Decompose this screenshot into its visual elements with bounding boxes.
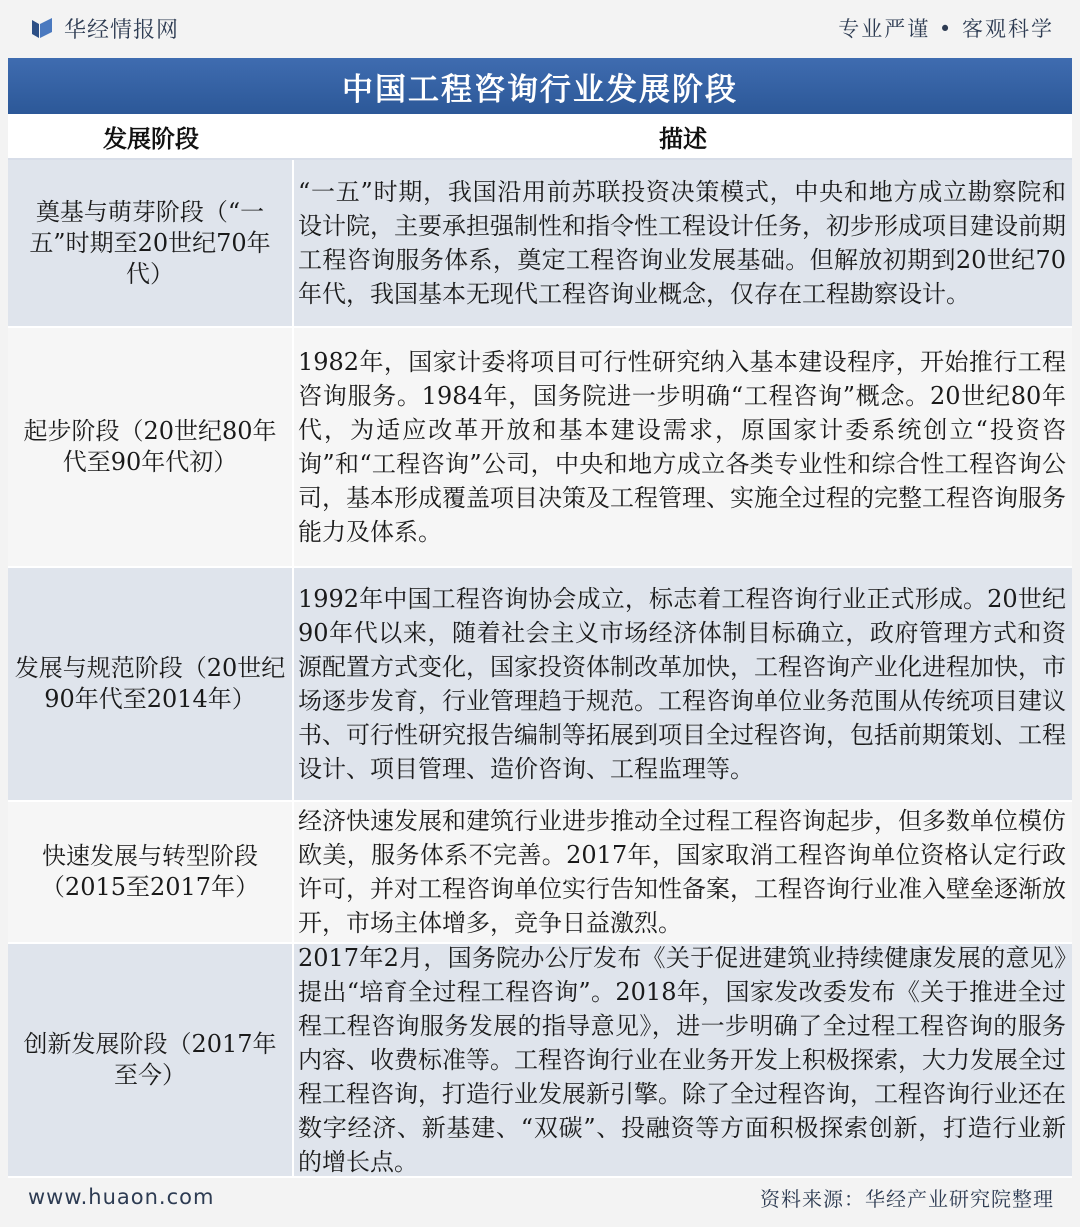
table-row: [8, 328, 1072, 568]
table-row: [8, 568, 1072, 802]
description-cell: 经济快速发展和建筑行业进步推动全过程工程咨询起步，但多数单位模仿欧美，服务体系不完善。2017年，国家取消工程咨询单位资格认定行政许可，并对工程咨询单位实行告知性备案，工程咨询行业准入壁垒逐渐放开，市场主体增多，竞争日益激烈。: [298, 807, 1066, 937]
title-bar: [8, 58, 1072, 114]
page-title: 中国工程咨询行业发展阶段: [342, 71, 738, 108]
brand: [30, 13, 179, 44]
stages-table: [8, 114, 1072, 1178]
stage-cell: 发展与规范阶段（20世纪90年代至2014年）: [8, 568, 294, 800]
huajing-logo-icon: [30, 16, 54, 40]
description-cell: 2017年2月，国务院办公厅发布《关于促进建筑业持续健康发展的意见》提出“培育全过程工程咨询”。2018年，国家发改委发布《关于推进全过程工程咨询服务发展的指导意见》，进一步明确了全过程工程咨询的服务内容、收费标准等。工程咨询行业在业务开发上积极探索，大力发展全过程工程咨询，打造行业发展新引擎。除了全过程咨询，工程咨询行业还在数字经济、新基建、“双碳”、投融资等方面积极探索创新，打造行业新的增长点。: [298, 944, 1066, 1176]
stage-cell: 创新发展阶段（2017年至今）: [8, 944, 294, 1176]
source-note: 资料来源：华经产业研究院整理: [760, 1186, 1054, 1211]
stage-cell: 起步阶段（20世纪80年代至90年代初）: [8, 328, 294, 566]
stage-cell: 奠基与萌芽阶段（“一五”时期至20世纪70年代）: [8, 160, 294, 326]
top-bar: [0, 0, 1080, 56]
column-header-description: 描述: [659, 123, 707, 153]
table-row: [8, 802, 1072, 944]
table-row: [8, 944, 1072, 1178]
description-cell: “一五”时期，我国沿用前苏联投资决策模式，中央和地方成立勘察院和设计院，主要承担强制性和指令性工程设计任务，初步形成项目建设前期工程咨询服务体系，奠定工程咨询业发展基础。但解放初期到20世纪70年代，我国基本无现代工程咨询业概念，仅存在工程勘察设计。: [298, 178, 1066, 308]
description-cell: 1992年中国工程咨询协会成立，标志着工程咨询行业正式形成。20世纪90年代以来，随着社会主义市场经济体制目标确立，政府管理方式和资源配置方式变化，国家投资体制改革加快，工程咨询产业化进程加快，市场逐步发育，行业管理趋于规范。工程咨询单位业务范围从传统项目建议书、可行性研究报告编制等拓展到项目全过程咨询，包括前期策划、工程设计、项目管理、造价咨询、工程监理等。: [298, 585, 1066, 783]
website-url: www.huaon.com: [28, 1185, 215, 1209]
footer: [0, 1172, 1080, 1222]
description-cell: 1982年，国家计委将项目可行性研究纳入基本建设程序，开始推行工程咨询服务。1984年，国务院进一步明确“工程咨询”概念。20世纪80年代，为适应改革开放和基本建设需求，原国家计委系统创立“投资咨询”和“工程咨询”公司，中央和地方成立各类专业性和综合性工程咨询公司，基本形成覆盖项目决策及工程管理、实施全过程的完整工程咨询服务能力及体系。: [298, 348, 1066, 546]
column-header-stage: 发展阶段: [103, 123, 199, 153]
slogan: 专业严谨 • 客观科学: [838, 17, 1054, 41]
table-row: [8, 160, 1072, 328]
stage-cell: 快速发展与转型阶段（2015至2017年）: [8, 802, 294, 942]
table-header: [8, 114, 1072, 160]
brand-name: 华经情报网: [64, 17, 180, 43]
